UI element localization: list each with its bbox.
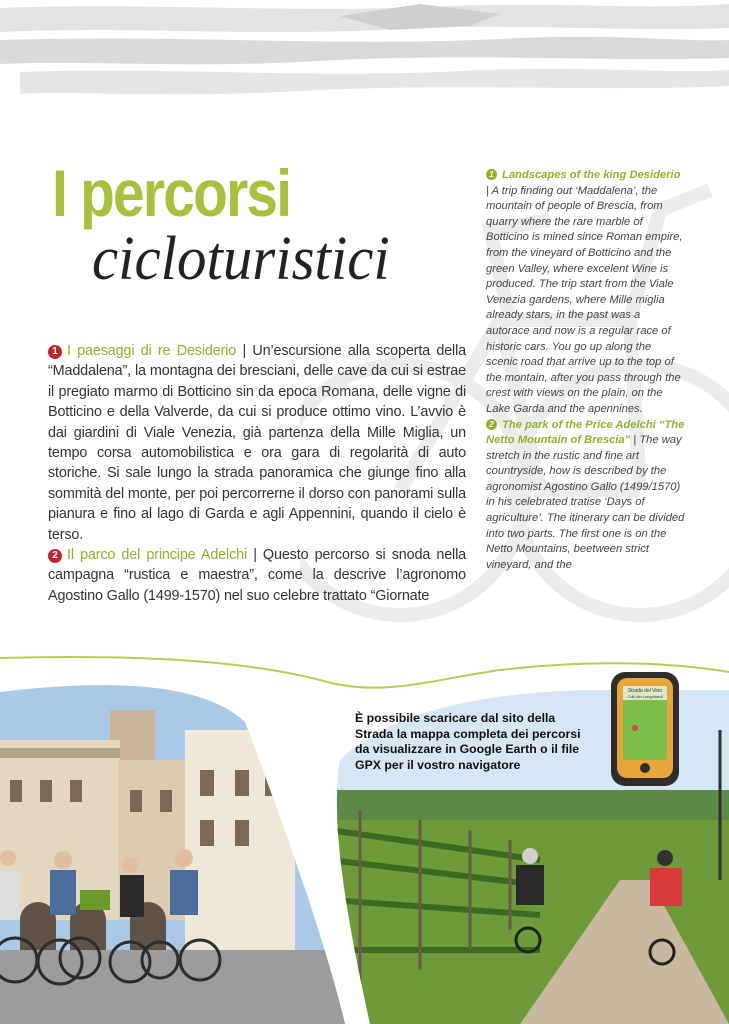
route-heading: Il parco del principe Adelchi	[67, 547, 248, 564]
gps-screen-title: Strada del Vino	[627, 688, 663, 694]
number-badge: 1	[48, 345, 62, 359]
side-text-column	[486, 168, 686, 573]
main-text-column	[48, 341, 466, 606]
route-heading: The park of the Price Adelchi “The Netto Mountain of Brescia”	[486, 418, 685, 447]
route-text: | The way stretch in the rustic and fine art countryside, how is described by the agronomist Agostino Gallo (1499/1570) in his celebrated tratise ‘Days of agriculture’. The itinerary can be divided into two parts. The first one is on the Netto Mountains, beetween strict vineyard, and the	[486, 434, 685, 571]
route-heading: Landscapes of the king Desiderio	[502, 169, 681, 181]
download-callout: È possibile scaricare dal sito della Strada la mappa completa dei percorsi da visualizzare in Google Earth o il file GPX per il vostro navigatore	[355, 711, 581, 772]
side-paragraph-2	[486, 418, 686, 574]
main-paragraph-1	[48, 341, 466, 545]
number-badge: 2	[48, 549, 62, 563]
route-text: | Un’escursione alla scoperta della “Maddalena”, la montagna dei bresciani, delle cave da cui si estrae il pregiato marmo di Botticino sin da epoca Romana, delle vigne di Botticino e della Valverde, da cui si produce ottimo vino. L’avvio è dai giardini di Viale Venezia, già partenza della Mille Miglia, un tempo corsa automobilistica e ora gara di regolarità di auto storiche. Si sale lungo la strada panoramica che giunge fino alla sommità del monte, per poi percorrerne il dorso con panorami sulla pianura e fino al lago di Garda e agli Appennini, quando il cielo è terso.	[48, 343, 466, 543]
number-badge: 1	[486, 169, 497, 180]
gps-screen-subtitle: Colli dei Longobardi	[627, 694, 663, 699]
side-paragraph-1	[486, 168, 686, 418]
main-paragraph-2	[48, 545, 466, 606]
page-subtitle: cicloturistici	[92, 225, 390, 293]
route-text: | Questo percorso si snoda nella campagna “rustica e maestra”, come la descrive l’agronomo Agostino Gallo (1499-1570) nel suo celebre trattato “Giornate	[48, 547, 467, 604]
page-title: I percorsi	[52, 156, 291, 230]
route-heading: I paesaggi di re Desiderio	[67, 343, 237, 359]
number-badge: 2	[486, 419, 497, 430]
route-text: | A trip finding out ‘Maddalena’, the mountain of people of Brescia, from quarry where the rare marble of Botticino is mined since Roman empire, from the vineyard of Botticino and the green Valley, where excelent Wine is produced. The trip start from the Viale Venezia gardens, where Mille miglia already stars, in the past was a autorace and now is a regular race of historic cars. You go up along the scenic road that arrive up to the top of the montain, after you pass through the crest with views on the plain, on the Lake Garda and the apennines.	[486, 184, 683, 415]
gps-device-icon	[605, 668, 685, 790]
